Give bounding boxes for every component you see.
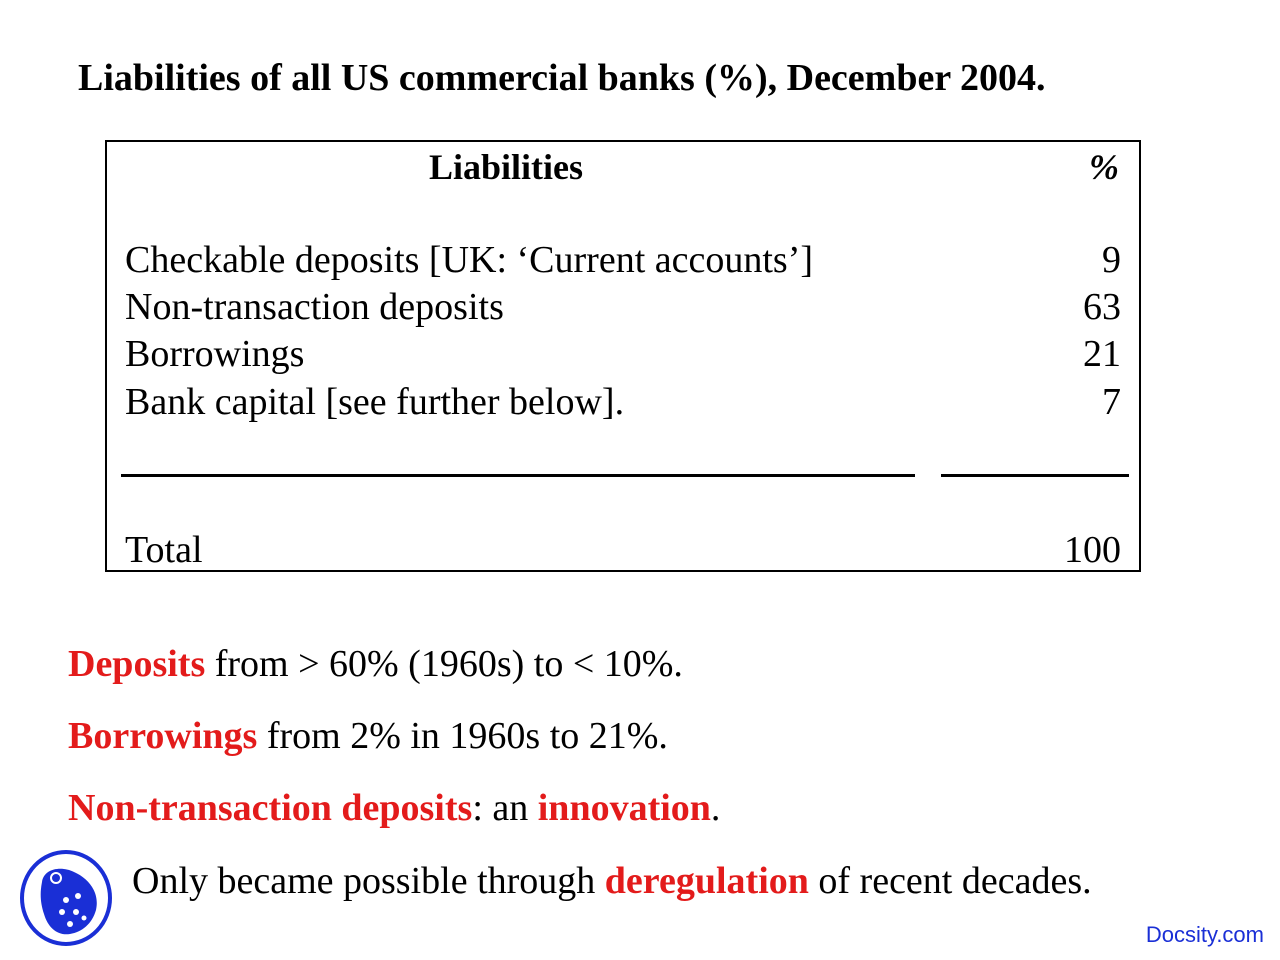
- table-row-label: Bank capital [see further below].: [125, 381, 625, 423]
- table-row-value: 21: [1083, 333, 1121, 375]
- note-emphasis: innovation: [537, 787, 711, 829]
- liabilities-table: [105, 140, 1141, 572]
- note-non-transaction: [68, 786, 720, 830]
- note-emphasis: Borrowings: [68, 715, 258, 757]
- note-text: : an: [472, 787, 538, 829]
- table-header-liabilities: Liabilities: [429, 147, 584, 187]
- table-row-label: Non-transaction deposits: [125, 286, 504, 328]
- note-emphasis: Deposits: [68, 643, 206, 685]
- note-text: from > 60% (1960s) to < 10%.: [205, 643, 683, 685]
- docsity-watermark[interactable]: Docsity.com: [1145, 922, 1264, 947]
- table-row-value: 9: [1102, 239, 1121, 281]
- total-rule-right: [941, 474, 1129, 477]
- page-title: Liabilities of all US commercial banks (%), December 2004.: [78, 57, 1046, 99]
- note-text: of recent decades.: [808, 860, 1092, 902]
- table-row-value: 63: [1083, 286, 1121, 328]
- note-emphasis: Non-transaction deposits: [68, 787, 473, 829]
- table-header-percent: %: [1089, 147, 1119, 187]
- note-emphasis: deregulation: [604, 860, 809, 902]
- table-row-label: Checkable deposits [UK: ‘Current accounts’]: [125, 239, 814, 281]
- table-row-value: 7: [1102, 381, 1121, 423]
- docsity-logo-icon: [18, 848, 114, 948]
- note-text: Only became possible through: [132, 860, 605, 902]
- note-borrowings: [68, 714, 668, 758]
- table-total-label: Total: [125, 529, 203, 571]
- note-text: .: [710, 787, 721, 829]
- note-deposits: [68, 642, 683, 686]
- note-deregulation: [132, 859, 1092, 903]
- table-total-value: 100: [1064, 529, 1121, 571]
- total-rule-left: [121, 474, 915, 477]
- note-text: from 2% in 1960s to 21%.: [257, 715, 668, 757]
- table-row-label: Borrowings: [125, 333, 305, 375]
